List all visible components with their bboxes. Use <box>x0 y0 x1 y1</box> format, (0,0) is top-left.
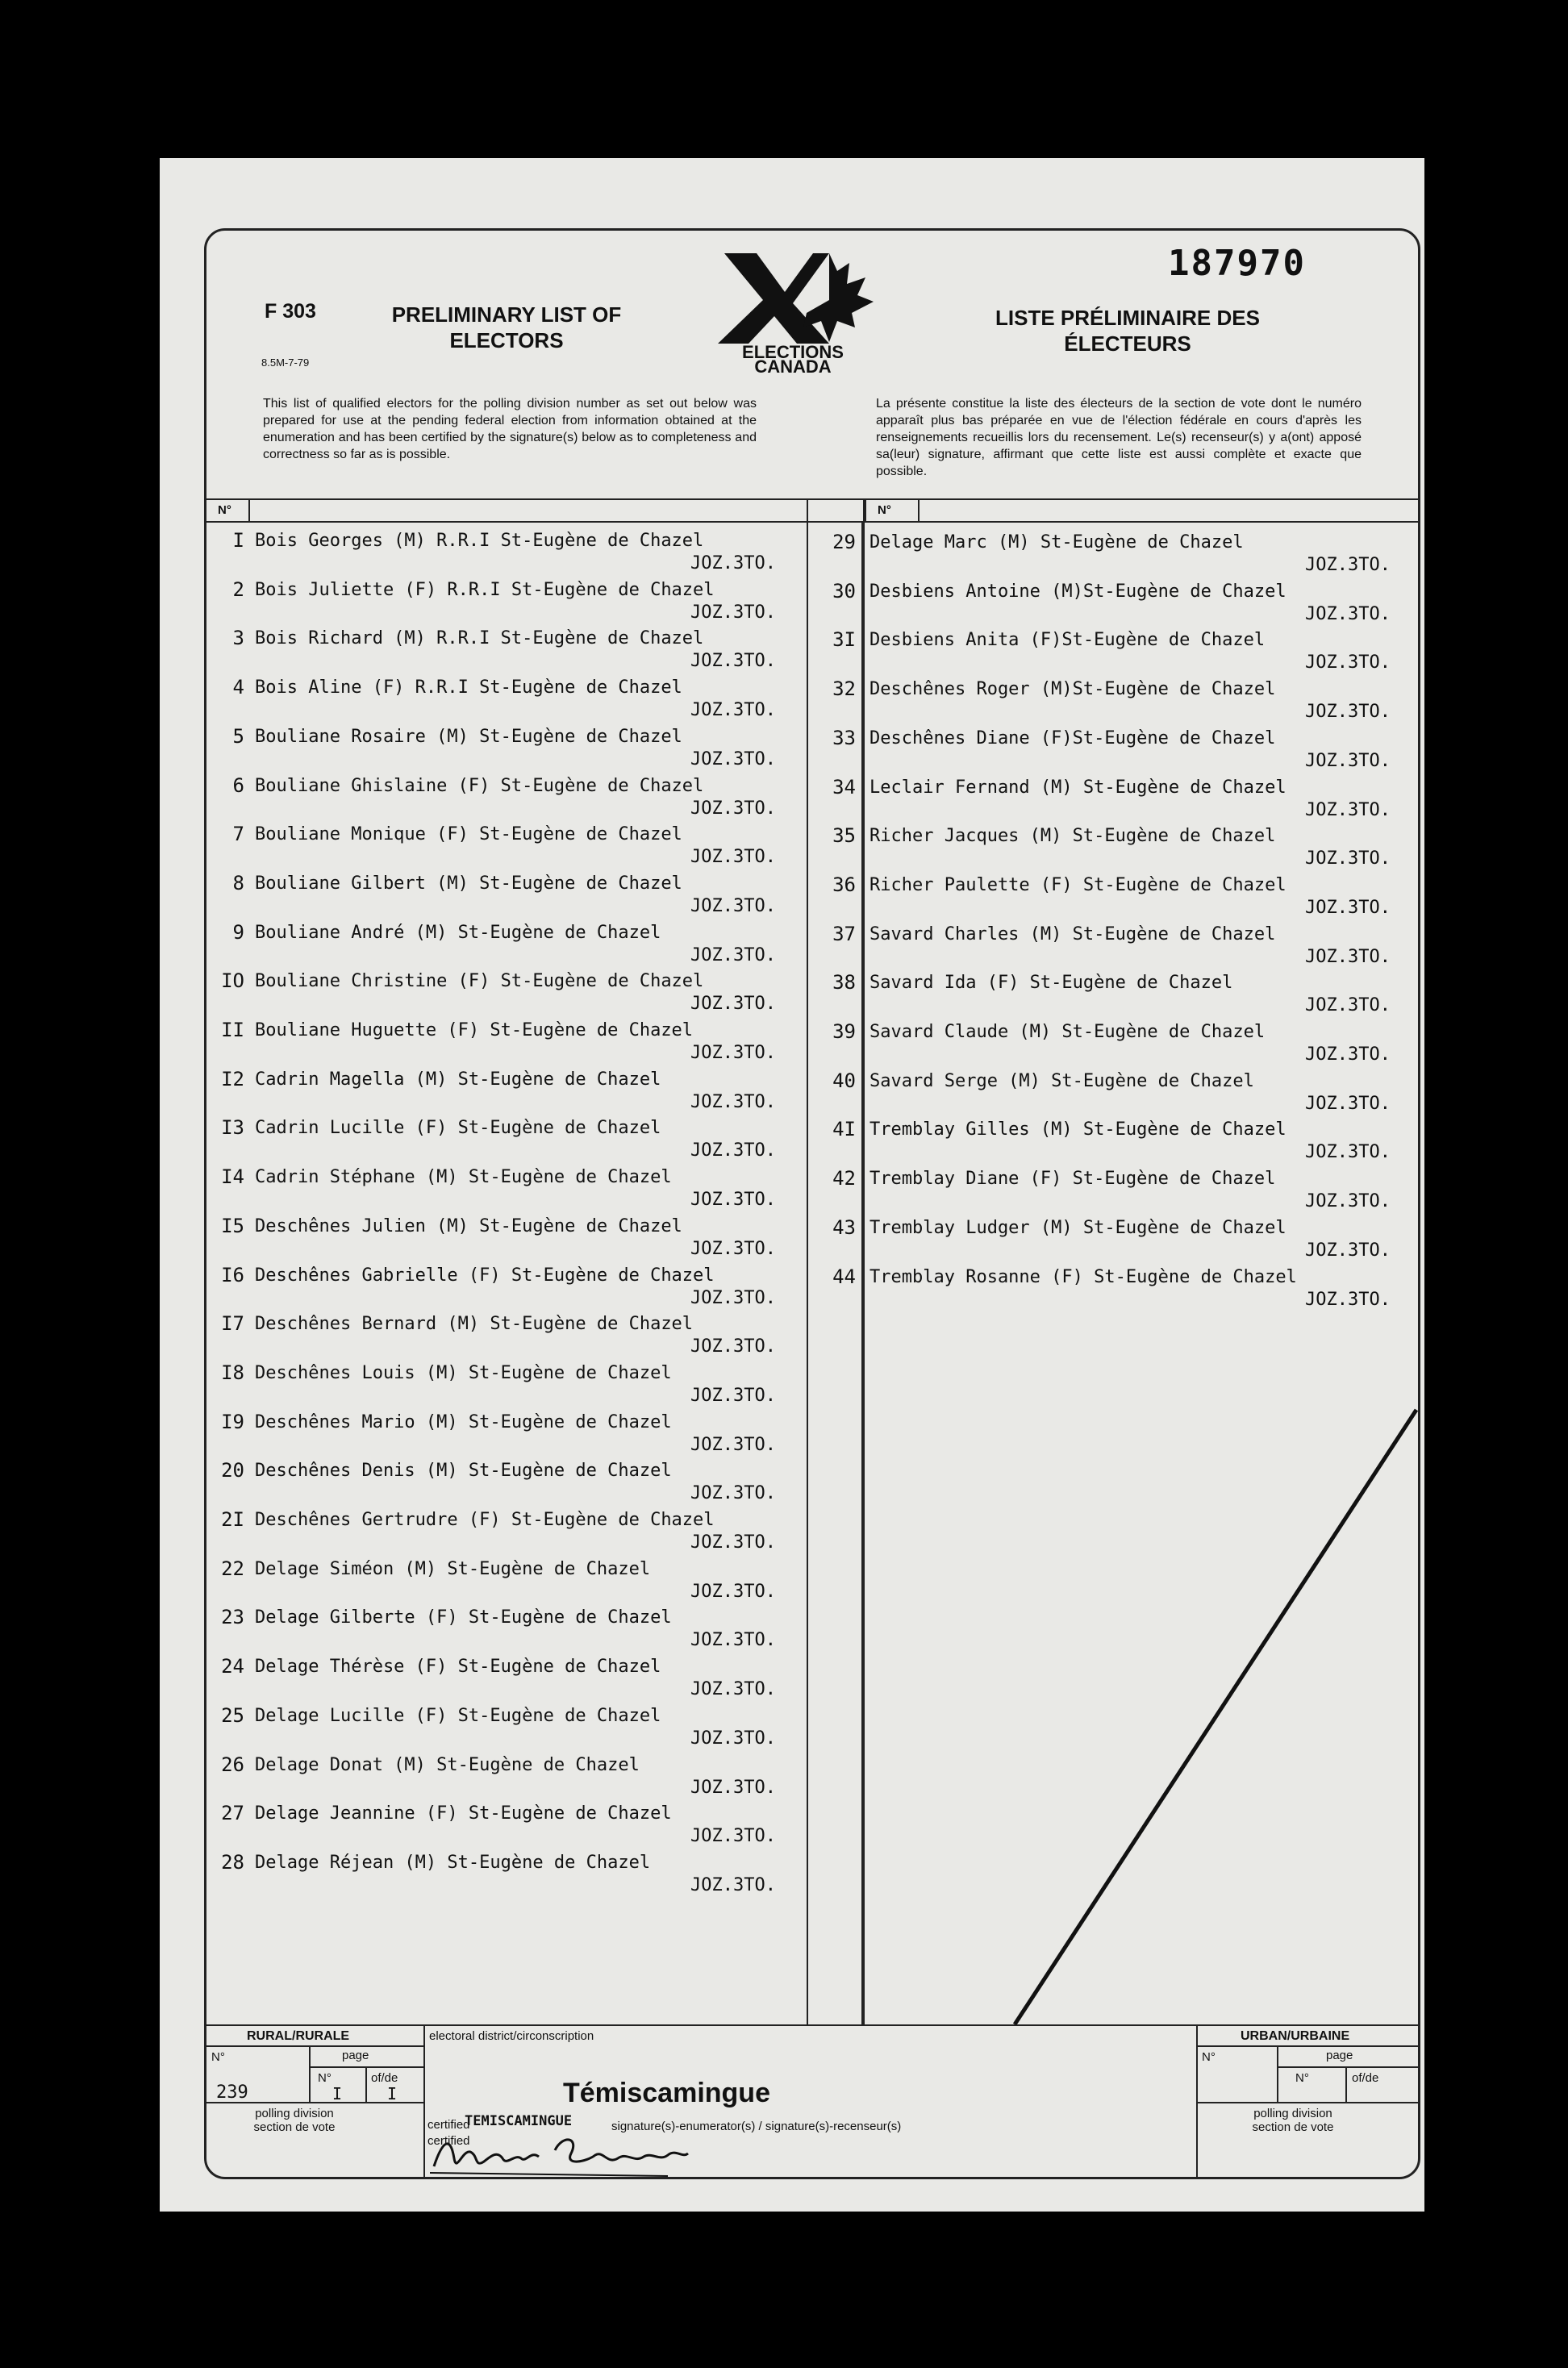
right-entry-postal-code: JOZ.3TO. <box>1305 799 1391 820</box>
urban-page-rule <box>1277 2066 1419 2068</box>
left-entry-number: 7 <box>232 823 244 846</box>
column-header-no-left: N° <box>218 503 231 517</box>
page-total: I <box>387 2084 398 2103</box>
urban-label: URBAN/URBAINE <box>1241 2029 1350 2043</box>
right-entry-postal-code: JOZ.3TO. <box>1305 1142 1391 1163</box>
right-entry-name: Savard Claude (M) St-Eugène de Chazel <box>869 1022 1266 1042</box>
district-stamp: TEMISCAMINGUE <box>465 2113 573 2129</box>
right-entry-postal-code: JOZ.3TO. <box>1305 1044 1391 1065</box>
right-entry-name: Delage Marc (M) St-Eugène de Chazel <box>869 532 1244 552</box>
left-entry-number: 6 <box>232 773 244 797</box>
right-entry-name: Tremblay Gilles (M) St-Eugène de Chazel <box>869 1119 1287 1140</box>
left-entry-name: Delage Thérèse (F) St-Eugène de Chazel <box>255 1657 661 1678</box>
polling-division-number: 239 <box>216 2082 248 2103</box>
rural-divider <box>423 2024 425 2179</box>
left-entry-postal-code: JOZ.3TO. <box>690 1728 776 1749</box>
urban-rule <box>1196 2045 1419 2047</box>
right-entry-postal-code: JOZ.3TO. <box>1305 897 1391 918</box>
left-entry-number: 2I <box>221 1508 244 1531</box>
right-entry-number: 3I <box>832 628 856 652</box>
left-entry-postal-code: JOZ.3TO. <box>690 1287 776 1308</box>
logo-text-canada: CANADA <box>754 356 832 374</box>
left-entry-number: I6 <box>221 1263 244 1286</box>
left-entry-number: I9 <box>221 1410 244 1433</box>
left-entry-number: 22 <box>221 1557 244 1580</box>
rural-polling-label: polling division section de vote <box>253 2107 336 2134</box>
urban-box-bottom <box>1196 2102 1419 2103</box>
left-entry-name: Delage Jeannine (F) St-Eugène de Chazel <box>255 1803 672 1824</box>
right-entry-number: 40 <box>832 1069 856 1092</box>
left-entry-number: 4 <box>232 676 244 699</box>
right-entry-postal-code: JOZ.3TO. <box>1305 1289 1391 1310</box>
left-entry-number: 9 <box>232 920 244 944</box>
form-sheet <box>160 158 1424 2212</box>
right-entry-number: 43 <box>832 1215 856 1239</box>
left-entry-postal-code: JOZ.3TO. <box>690 1826 776 1847</box>
left-entry-number: 5 <box>232 724 244 748</box>
left-entry-name: Bouliane Christine (F) St-Eugène de Chazel <box>255 971 704 992</box>
left-entry-name: Cadrin Magella (M) St-Eugène de Chazel <box>255 1069 661 1090</box>
district-label: electoral district/circonscription <box>429 2029 594 2043</box>
title-english: PRELIMINARY LIST OF ELECTORS <box>391 302 622 352</box>
form-print-code: 8.5M-7-79 <box>261 356 310 369</box>
rural-of-label: of/de <box>371 2071 398 2085</box>
signature-label: signature(s)-enumerator(s) / signature(s)-recenseur(s) <box>611 2120 902 2133</box>
left-entry-name: Deschênes Julien (M) St-Eugène de Chazel <box>255 1215 682 1236</box>
right-entry-name: Savard Charles (M) St-Eugène de Chazel <box>869 923 1276 944</box>
right-entry-number: 35 <box>832 824 856 848</box>
right-entry-postal-code: JOZ.3TO. <box>1305 702 1391 723</box>
left-entry-number: 3 <box>232 627 244 650</box>
left-entry-name: Deschênes Gertrudre (F) St-Eugène de Chazel <box>255 1510 715 1530</box>
rural-rule <box>206 2045 423 2047</box>
left-entry-postal-code: JOZ.3TO. <box>690 994 776 1015</box>
right-entry-number: 33 <box>832 726 856 749</box>
page-number: I <box>332 2084 343 2103</box>
urban-polling-label: polling division section de vote <box>1252 2107 1334 2134</box>
certified-label: certified <box>427 2118 470 2132</box>
left-entry-name: Bois Richard (M) R.R.I St-Eugène de Chazel <box>255 628 704 649</box>
column-header-no-right: N° <box>878 503 891 517</box>
footer-top-rule <box>206 2024 1419 2026</box>
left-entry-name: Deschênes Mario (M) St-Eugène de Chazel <box>255 1411 672 1432</box>
left-entry-name: Bouliane Rosaire (M) St-Eugène de Chazel <box>255 726 682 747</box>
right-entry-name: Desbiens Anita (F)St-Eugène de Chazel <box>869 630 1266 651</box>
right-entry-name: Tremblay Rosanne (F) St-Eugène de Chazel <box>869 1266 1297 1287</box>
diagonal-void-line <box>853 1408 1418 2029</box>
serial-number: 187970 <box>1168 243 1306 284</box>
left-entry-number: I3 <box>221 1116 244 1140</box>
left-entry-postal-code: JOZ.3TO. <box>690 1385 776 1406</box>
left-entry-name: Delage Lucille (F) St-Eugène de Chazel <box>255 1705 661 1726</box>
left-entry-name: Bouliane Monique (F) St-Eugène de Chazel <box>255 824 682 845</box>
right-entry-postal-code: JOZ.3TO. <box>1305 946 1391 967</box>
left-entry-number: I2 <box>221 1067 244 1090</box>
left-entry-postal-code: JOZ.3TO. <box>690 798 776 819</box>
right-entry-postal-code: JOZ.3TO. <box>1305 652 1391 673</box>
right-entry-number: 42 <box>832 1167 856 1190</box>
right-entry-postal-code: JOZ.3TO. <box>1305 1240 1391 1261</box>
left-entry-name: Bois Georges (M) R.R.I St-Eugène de Chazel <box>255 531 704 551</box>
rural-page-no-label: N° <box>318 2071 332 2085</box>
left-entry-name: Deschênes Bernard (M) St-Eugène de Chazel <box>255 1314 694 1335</box>
right-entry-name: Savard Ida (F) St-Eugène de Chazel <box>869 973 1233 994</box>
form-code: F 303 <box>265 300 316 323</box>
right-entry-postal-code: JOZ.3TO. <box>1305 995 1391 1016</box>
left-entry-postal-code: JOZ.3TO. <box>690 1483 776 1504</box>
rural-no-divider <box>309 2045 311 2103</box>
left-entry-name: Cadrin Stéphane (M) St-Eugène de Chazel <box>255 1167 672 1188</box>
left-entry-name: Delage Siméon (M) St-Eugène de Chazel <box>255 1558 651 1579</box>
right-entry-name: Richer Paulette (F) St-Eugène de Chazel <box>869 874 1287 895</box>
right-entry-name: Desbiens Antoine (M)St-Eugène de Chazel <box>869 581 1287 602</box>
urban-no-label: N° <box>1202 2050 1216 2064</box>
left-entry-postal-code: JOZ.3TO. <box>690 1091 776 1112</box>
left-entry-postal-code: JOZ.3TO. <box>690 847 776 868</box>
intro-english: This list of qualified electors for the polling division number as set out below was prepared for use at the pending federal election from information obtained at the enumeration and has been certified by the signature(s) below as to completeness and correctness so far as is possible. <box>263 397 757 461</box>
left-entry-number: 28 <box>221 1850 244 1874</box>
right-entry-number: 30 <box>832 579 856 602</box>
right-entry-number: 32 <box>832 677 856 701</box>
urban-no-divider <box>1277 2045 1278 2103</box>
district-name: Témiscamingue <box>563 2078 770 2108</box>
elections-canada-logo-icon <box>708 253 878 374</box>
right-entry-number: 4I <box>832 1118 856 1141</box>
left-entry-number: 20 <box>221 1459 244 1482</box>
left-entry-postal-code: JOZ.3TO. <box>690 1238 776 1259</box>
rural-no-label: N° <box>211 2050 225 2064</box>
right-entry-name: Richer Jacques (M) St-Eugène de Chazel <box>869 826 1276 847</box>
right-entry-name: Deschênes Roger (M)St-Eugène de Chazel <box>869 679 1276 700</box>
right-entry-postal-code: JOZ.3TO. <box>1305 1191 1391 1212</box>
column-divider-left <box>807 498 808 2024</box>
left-entry-number: I5 <box>221 1214 244 1237</box>
left-entry-number: II <box>221 1019 244 1041</box>
urban-page-label: page <box>1326 2049 1353 2062</box>
table-header-rule <box>206 521 1419 523</box>
right-entry-postal-code: JOZ.3TO. <box>1305 555 1391 575</box>
left-entry-postal-code: JOZ.3TO. <box>690 602 776 623</box>
left-entry-postal-code: JOZ.3TO. <box>690 700 776 721</box>
right-entry-number: 44 <box>832 1265 856 1288</box>
left-entry-number: 25 <box>221 1703 244 1727</box>
right-entry-number: 34 <box>832 775 856 798</box>
right-entry-name: Savard Serge (M) St-Eugène de Chazel <box>869 1070 1254 1091</box>
rural-page-split <box>365 2066 367 2103</box>
right-entry-postal-code: JOZ.3TO. <box>1305 750 1391 771</box>
left-entry-number: 24 <box>221 1655 244 1678</box>
right-entry-postal-code: JOZ.3TO. <box>1305 1093 1391 1114</box>
right-entry-postal-code: JOZ.3TO. <box>1305 603 1391 624</box>
right-entry-number: 39 <box>832 1020 856 1043</box>
left-entry-postal-code: JOZ.3TO. <box>690 1140 776 1161</box>
left-entry-number: 27 <box>221 1802 244 1825</box>
logo-text-elections: ELECTIONS <box>742 342 844 362</box>
left-entry-postal-code: JOZ.3TO. <box>690 1434 776 1455</box>
left-entry-name: Delage Gilberte (F) St-Eugène de Chazel <box>255 1607 672 1628</box>
left-entry-number: I7 <box>221 1312 244 1336</box>
right-entry-postal-code: JOZ.3TO. <box>1305 848 1391 869</box>
rural-label: RURAL/RURALE <box>247 2029 350 2043</box>
no-header-divider-3 <box>918 498 920 523</box>
left-entry-postal-code: JOZ.3TO. <box>690 1532 776 1553</box>
left-entry-postal-code: JOZ.3TO. <box>690 1336 776 1357</box>
certified-label-2: certified <box>427 2134 470 2148</box>
left-entry-postal-code: JOZ.3TO. <box>690 1679 776 1700</box>
no-header-divider-2 <box>865 498 866 523</box>
enumerator-signature <box>426 2126 692 2182</box>
left-entry-name: Deschênes Denis (M) St-Eugène de Chazel <box>255 1461 672 1482</box>
left-entry-postal-code: JOZ.3TO. <box>690 1630 776 1651</box>
left-entry-name: Bouliane Gilbert (M) St-Eugène de Chazel <box>255 873 682 894</box>
left-entry-number: IO <box>221 969 244 993</box>
left-entry-name: Bois Aline (F) R.R.I St-Eugène de Chazel <box>255 677 682 698</box>
right-entry-name: Tremblay Ludger (M) St-Eugène de Chazel <box>869 1217 1287 1238</box>
left-entry-number: I8 <box>221 1361 244 1384</box>
urban-of-label: of/de <box>1352 2071 1379 2085</box>
left-entry-name: Bouliane Huguette (F) St-Eugène de Chazel <box>255 1020 694 1040</box>
left-entry-postal-code: JOZ.3TO. <box>690 553 776 573</box>
elections-canada-logo <box>708 253 878 374</box>
rural-page-label: page <box>342 2049 369 2062</box>
left-entry-number: 2 <box>232 577 244 601</box>
no-header-divider <box>248 498 250 523</box>
intro-french: La présente constitue la liste des électeurs de la section de vote dont le numéro apparaît plus bas préparée en vue de l'élection fédérale en cours d'après les renseignements recueillis lors du recensement. Le(s) recenseur(s) y a(ont) apposé sa(leur) signature, affirmant que cette liste est aussi complète et exacte que possible. <box>876 397 1362 478</box>
left-entry-postal-code: JOZ.3TO. <box>690 1777 776 1798</box>
left-entry-postal-code: JOZ.3TO. <box>690 1581 776 1602</box>
left-entry-name: Deschênes Louis (M) St-Eugène de Chazel <box>255 1362 672 1383</box>
left-entry-postal-code: JOZ.3TO. <box>690 944 776 965</box>
right-entry-name: Leclair Fernand (M) St-Eugène de Chazel <box>869 777 1287 798</box>
left-entry-name: Bouliane André (M) St-Eugène de Chazel <box>255 922 661 943</box>
title-french: LISTE PRÉLIMINAIRE DES ÉLECTEURS <box>995 306 1260 356</box>
right-entry-number: 37 <box>832 922 856 945</box>
urban-page-split <box>1345 2066 1347 2103</box>
right-entry-name: Deschênes Diane (F)St-Eugène de Chazel <box>869 727 1276 748</box>
left-entry-postal-code: JOZ.3TO. <box>690 1190 776 1211</box>
left-entry-number: 8 <box>232 871 244 894</box>
left-entry-number: I4 <box>221 1165 244 1189</box>
left-entry-postal-code: JOZ.3TO. <box>690 1874 776 1895</box>
urban-page-no-label: N° <box>1295 2071 1309 2085</box>
left-entry-postal-code: JOZ.3TO. <box>690 748 776 769</box>
left-entry-name: Bouliane Ghislaine (F) St-Eugène de Chazel <box>255 775 704 796</box>
left-entry-postal-code: JOZ.3TO. <box>690 895 776 916</box>
left-entry-name: Bois Juliette (F) R.R.I St-Eugène de Chazel <box>255 579 715 600</box>
table-top-rule <box>206 498 1419 500</box>
left-entry-name: Delage Donat (M) St-Eugène de Chazel <box>255 1754 640 1775</box>
right-entry-number: 29 <box>832 531 856 553</box>
left-entry-postal-code: JOZ.3TO. <box>690 1043 776 1063</box>
left-entry-number: 23 <box>221 1606 244 1629</box>
left-entry-number: I <box>232 529 244 552</box>
left-entry-name: Delage Réjean (M) St-Eugène de Chazel <box>255 1852 651 1873</box>
right-entry-name: Tremblay Diane (F) St-Eugène de Chazel <box>869 1169 1276 1190</box>
left-entry-name: Deschênes Gabrielle (F) St-Eugène de Chazel <box>255 1265 715 1286</box>
left-entry-postal-code: JOZ.3TO. <box>690 651 776 672</box>
left-entry-name: Cadrin Lucille (F) St-Eugène de Chazel <box>255 1118 661 1139</box>
right-entry-number: 38 <box>832 971 856 994</box>
right-entry-number: 36 <box>832 873 856 896</box>
left-entry-number: 26 <box>221 1753 244 1776</box>
